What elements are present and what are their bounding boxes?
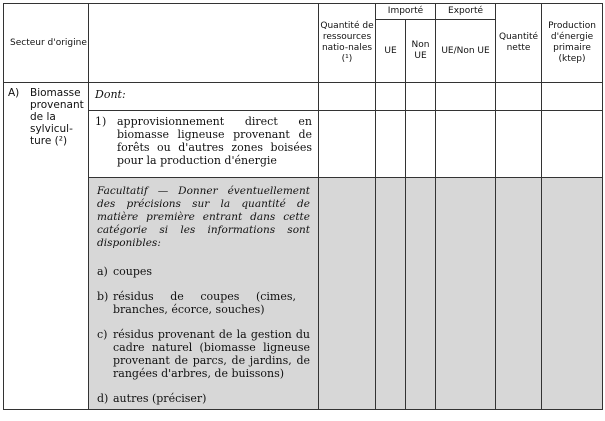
- option-b: [89, 290, 318, 316]
- value-cell[interactable]: [376, 178, 406, 410]
- value-cell[interactable]: [436, 111, 496, 178]
- header-secteur: Secteur d'origine: [4, 4, 89, 83]
- sector-a-letter: A): [8, 87, 20, 99]
- header-production-energie: Production d'énergie primaire (ktep): [542, 4, 603, 83]
- item-1-text: approvisionnement direct en biomasse ligneuse provenant de forêts ou d'autres zones boisées pour la production d'énergie: [117, 115, 312, 167]
- header-quantite-nette: Quantité nette: [496, 4, 542, 83]
- dont-cell: [89, 83, 319, 111]
- value-cell[interactable]: [542, 111, 603, 178]
- header-export-ue-non-ue: UE/Non UE: [436, 20, 496, 83]
- sector-a-cell: [4, 83, 89, 410]
- header-blank: [89, 4, 319, 83]
- header-import-non-ue: Non UE: [406, 20, 436, 83]
- value-cell[interactable]: [496, 83, 542, 111]
- value-cell[interactable]: [406, 83, 436, 111]
- item-1-cell: [89, 111, 319, 178]
- sector-a-label: Biomasse provenant de la sylvicul-ture (²): [30, 87, 84, 147]
- option-a: [89, 265, 318, 278]
- energy-source-table: [3, 3, 603, 410]
- value-cell[interactable]: [496, 178, 542, 410]
- value-cell[interactable]: [406, 111, 436, 178]
- value-cell[interactable]: [542, 83, 603, 111]
- option-number: d): [97, 392, 109, 405]
- dont-label: Dont:: [95, 88, 126, 101]
- value-cell[interactable]: [376, 111, 406, 178]
- option-text: autres (préciser): [113, 392, 207, 405]
- value-cell[interactable]: [376, 83, 406, 111]
- option-number: a): [97, 265, 108, 278]
- option-text: résidus de coupes (cimes, branches, écorce, souches): [113, 290, 296, 316]
- option-number: b): [97, 290, 109, 303]
- header-quantite-nationale: Quantité de ressources natio-nales (¹): [319, 4, 376, 83]
- value-cell[interactable]: [436, 83, 496, 111]
- facultatif-cell: [89, 178, 319, 410]
- option-text: résidus provenant de la gestion du cadre naturel (biomasse ligneuse provenant de parcs, de jardins, de rangées d'arbres, de buissons): [113, 328, 310, 380]
- item-1-number: 1): [95, 115, 107, 128]
- option-d: [89, 392, 318, 405]
- option-c: [89, 328, 318, 380]
- facultatif-note: Facultatif — Donner éventuellement des précisions sur la quantité de matière première entrant dans cette catégorie si les informations sont disponibles:: [97, 185, 310, 249]
- value-cell[interactable]: [542, 178, 603, 410]
- option-number: c): [97, 328, 108, 341]
- value-cell[interactable]: [319, 111, 376, 178]
- header-exporte: Exporté: [436, 4, 496, 20]
- option-text: coupes: [113, 265, 153, 278]
- value-cell[interactable]: [406, 178, 436, 410]
- header-import-ue: UE: [376, 20, 406, 83]
- value-cell[interactable]: [436, 178, 496, 410]
- value-cell[interactable]: [496, 111, 542, 178]
- value-cell[interactable]: [319, 83, 376, 111]
- header-importe: Importé: [376, 4, 436, 20]
- value-cell[interactable]: [319, 178, 376, 410]
